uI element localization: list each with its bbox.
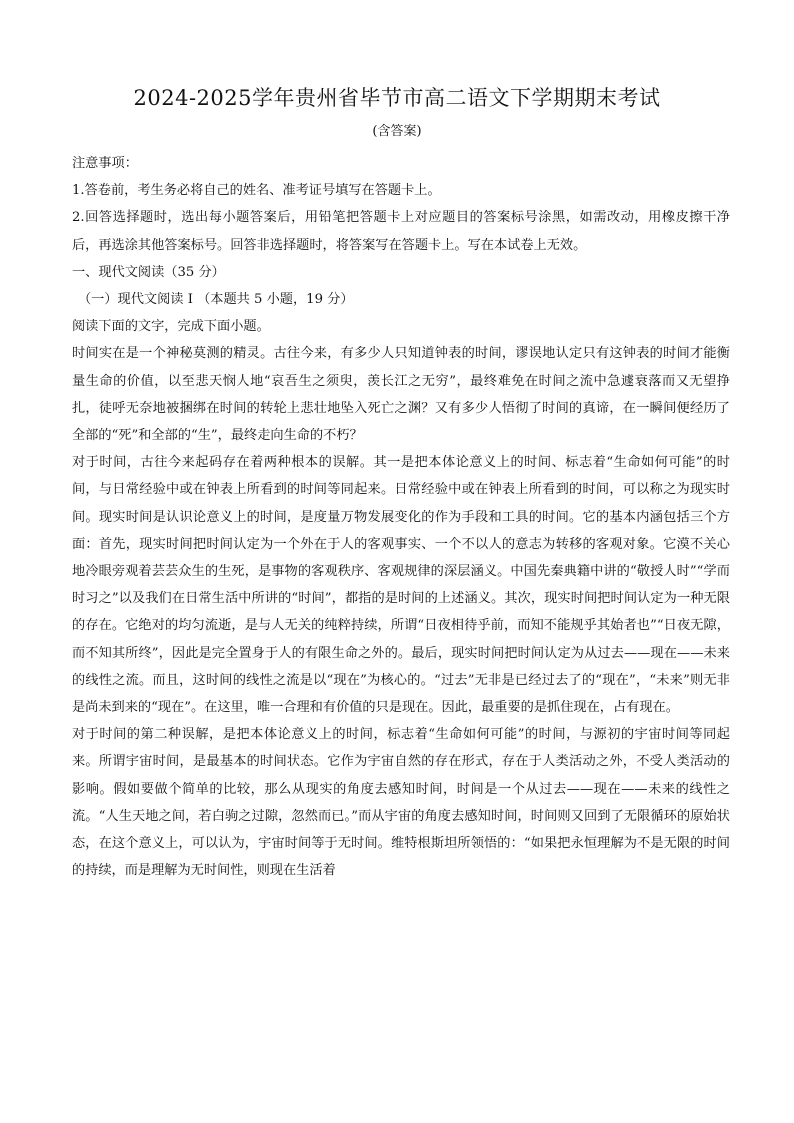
exam-content <box>72 150 730 884</box>
part1-heading: 一、现代文阅读（35 分） <box>72 264 225 280</box>
notice-item-1: 1.答卷前，考生务必将自己的姓名、准考证号填写在答题卡上。 <box>72 183 441 199</box>
notice-item-2: 2.回答选择题时，选出每小题答案后，用铅笔把答题卡上对应题目的答案标号涂黑，如需改动，用橡皮擦干净后，再选涂其他答案标号。回答非选择题时，将答案写在答题卡上。写在本试卷上无效。 <box>72 210 730 253</box>
passage-paragraph-3: 对于时间的第二种误解，是把本体论意义上的时间，标志着“生命如何可能”的时间，与源初的宇宙时间等同起来。所谓宇宙时间，是最基本的时间状态。它作为宇宙自然的存在形式，存在于人类活动之外，不受人类活动的影响。假如要做个简单的比较，那么从现实的角度去感知时间，时间是一个从过去——现在——未来的线性之流。“人生天地之间，若白驹之过隙，忽然而已。”而从宇宙的角度去感知时间，时间则又回到了无限循环的原始状态，在这个意义上，可以认为，宇宙时间等于无时间。维特根斯坦所领悟的：“如果把永恒理解为不是无限的时间的持续，而是理解为无时间性，则现在生活着 <box>72 727 730 879</box>
exam-subtitle: (含答案) <box>372 124 422 139</box>
passage-paragraph-2: 对于时间，古往今来起码存在着两种根本的误解。其一是把本体论意义上的时间、标志着“生命如何可能”的时间，与日常经验中或在钟表上所看到的时间等同起来。日常经验中或在钟表上所看到的时间，可以称之为现实时间。现实时间是认识论意义上的时间，是度量万物发展变化的作为手段和工具的时间。它的基本内涵包括三个方面：首先，现实时间把时间认定为一个外在于人的客观事实、一个不以人的意志为转移的客观对象。它漠不关心地冷眼旁观着芸芸众生的生死，是事物的客观秩序、客观规律的深层涵义。中国先秦典籍中讲的“敬授人时”“学而时习之”以及我们在日常生活中所讲的“时间”，都指的是时间的上述涵义。其次，现实时间把时间认定为一种无限的存在。它绝对的均匀流逝，是与人无关的纯粹持续，所谓“日夜相待乎前，而知不能规乎其始者也”“日夜无隙，而不知其所终”，因此是完全置身于人的有限生命之外的。最后，现实时间把时间认定为从过去——现在——未来的线性之流。而且，这时间的线性之流是以“现在”为核心的。“过去”无非是已经过去了的“现在”，“未来”则无非是尚未到来的“现在”。在这里，唯一合理和有价值的只是现在。因此，最重要的是抓住现在，占有现在。 <box>72 455 730 716</box>
part1-section-heading: （一）现代文阅读 I （本题共 5 小题，19 分） <box>78 292 354 308</box>
exam-title: 2024-2025学年贵州省毕节市高二语文下学期期末考试 <box>133 86 661 110</box>
passage-paragraph-1: 时间实在是一个神秘莫测的精灵。古往今来，有多少人只知道钟表的时间，谬误地认定只有这钟表的时间才能衡量生命的价值，以至悲天悯人地“哀吾生之须臾，羡长江之无穷”，最终难免在时间之流中急遽衰落而又无望挣扎，徒呼无奈地被捆绑在时间的转轮上悲壮地坠入死亡之渊？又有多少人悟彻了时间的真谛，在一瞬间便经历了全部的“死”和全部的“生”，最终走向生命的不朽？ <box>72 346 730 444</box>
notice-heading: 注意事项： <box>72 156 138 171</box>
reading-instruction: 阅读下面的文字，完成下面小题。 <box>72 319 270 335</box>
